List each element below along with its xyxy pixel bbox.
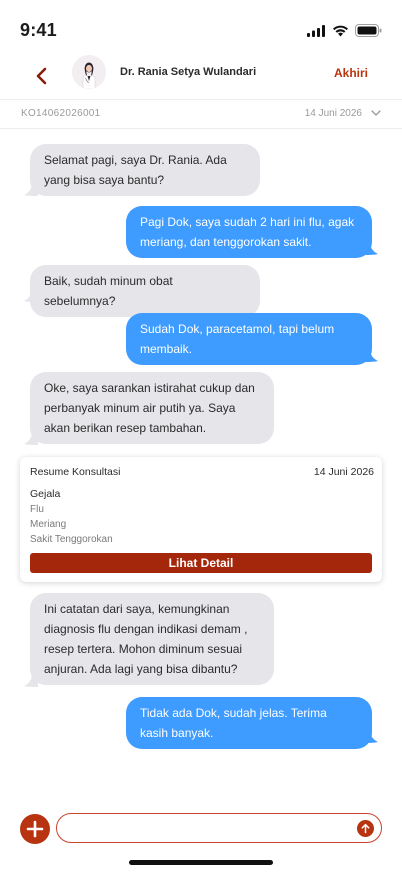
- view-detail-button[interactable]: Lihat Detail: [30, 553, 372, 573]
- message-text: Oke, saya sarankan istirahat cukup dan perbanyak minum air putih ya. Saya akan berikan resep tambahan.: [44, 381, 255, 435]
- message-text: Pagi Dok, saya sudah 2 hari ini flu, agak meriang, dan tenggorokan sakit.: [140, 215, 355, 249]
- plus-icon: [20, 814, 50, 844]
- chevron-down-icon[interactable]: [370, 107, 382, 119]
- doctor-name: Dr. Rania Setya Wulandari: [120, 66, 257, 78]
- message-text: Selamat pagi, saya Dr. Rania. Ada yang bisa saya bantu?: [44, 153, 227, 187]
- status-bar: [0, 0, 402, 54]
- end-consultation-button[interactable]: Akhiri: [333, 66, 368, 80]
- consultation-id: KO14062026001: [21, 108, 101, 119]
- message-text: Tidak ada Dok, sudah jelas. Terima kasih banyak.: [140, 706, 327, 740]
- status-time: 9:41: [20, 20, 57, 40]
- home-indicator: [129, 860, 273, 865]
- doctor-avatar: [72, 55, 106, 89]
- bubble-tail: [24, 290, 38, 302]
- status-icons: [307, 24, 382, 37]
- bubble-tail: [24, 433, 38, 445]
- bubble-tail: [364, 243, 378, 255]
- message-outgoing: [126, 206, 372, 258]
- bubble-tail: [364, 731, 378, 743]
- message-outgoing: [126, 697, 372, 749]
- message-incoming: [30, 144, 260, 196]
- consultation-resume-card: [20, 457, 382, 582]
- battery-icon: [355, 24, 382, 37]
- message-text: Baik, sudah minum obat sebelumnya?: [44, 274, 173, 308]
- bubble-tail: [24, 184, 38, 196]
- wifi-icon: [332, 25, 349, 37]
- add-attachment-button[interactable]: [20, 814, 50, 844]
- arrow-up-icon: [357, 820, 374, 837]
- signal-icon: [307, 25, 326, 37]
- symptom-item: Meriang: [30, 519, 67, 530]
- message-text: Sudah Dok, paracetamol, tapi belum membaik.: [140, 322, 335, 356]
- message-outgoing: [126, 313, 372, 365]
- consultation-date: 14 Juni 2026: [304, 108, 362, 119]
- message-input[interactable]: [56, 813, 382, 843]
- send-button[interactable]: [357, 820, 374, 837]
- bubble-tail: [24, 675, 38, 687]
- resume-title: Resume Konsultasi: [30, 466, 121, 478]
- message-composer: [0, 810, 402, 850]
- bubble-tail: [364, 350, 378, 362]
- doctor-avatar-illustration: [72, 55, 106, 89]
- chevron-left-icon: [35, 67, 49, 85]
- symptoms-label: Gejala: [30, 488, 61, 500]
- symptom-item: Sakit Tenggorokan: [30, 534, 113, 545]
- symptom-item: Flu: [30, 504, 44, 515]
- back-button[interactable]: [30, 64, 54, 88]
- consultation-info-bar: [0, 100, 402, 129]
- chat-header: [0, 54, 402, 100]
- message-incoming: [30, 372, 274, 444]
- message-incoming: [30, 593, 274, 685]
- message-text: Ini catatan dari saya, kemungkinan diagnosis flu dengan indikasi demam , resep tertera. Mohon diminum sesuai anjuran. Ada lagi yang bisa dibantu?: [44, 602, 248, 676]
- message-incoming: [30, 265, 260, 317]
- resume-date: 14 Juni 2026: [313, 466, 374, 478]
